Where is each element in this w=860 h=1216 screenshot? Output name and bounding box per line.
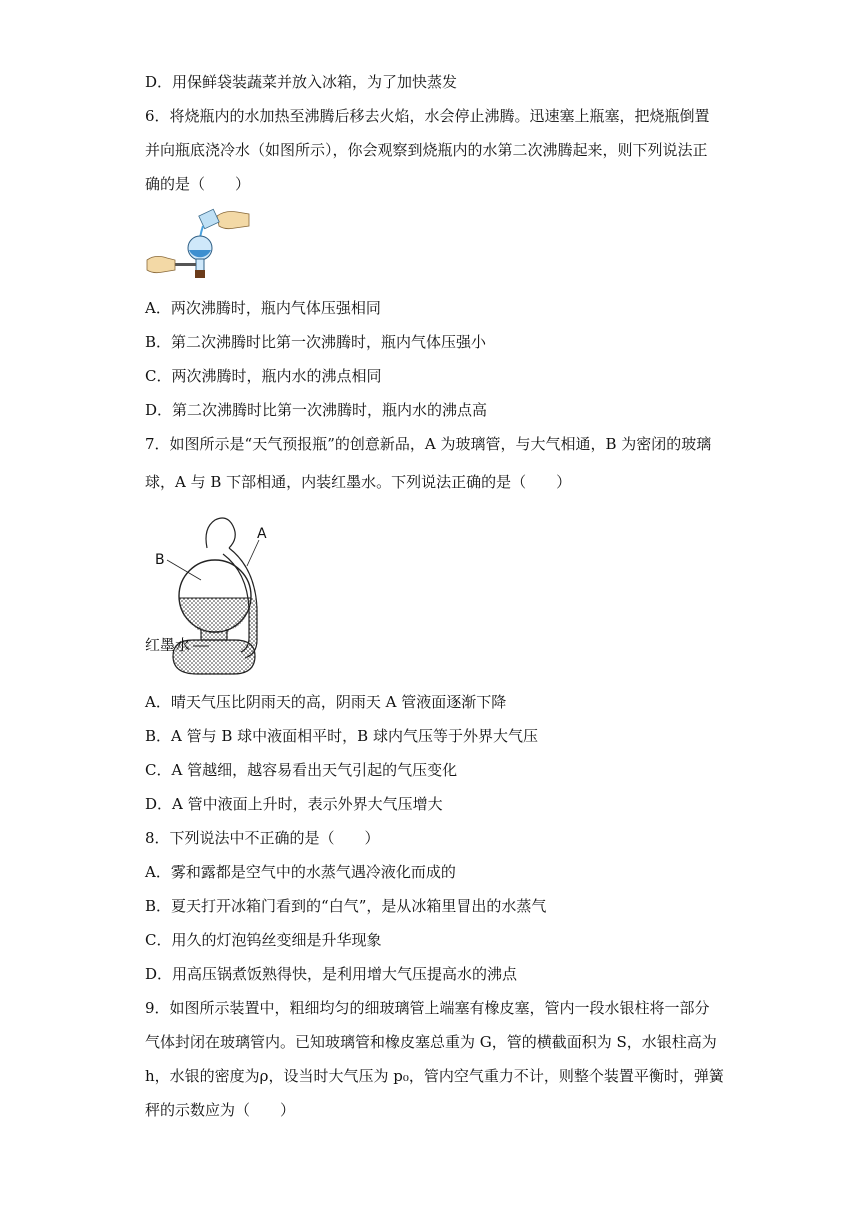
- q8-stem: 8．下列说法中不正确的是（ ）: [145, 829, 380, 847]
- q7-option-b: B．A 管与 B 球中液面相平时，B 球内气压等于外界大气压: [145, 727, 538, 745]
- q9-stem-line-2: 气体封闭在玻璃管内。已知玻璃管和橡皮塞总重为 G，管的横截面积为 S，水银柱高为: [145, 1033, 717, 1051]
- q8-option-d: D．用高压锅煮饭熟得快，是利用增大气压提高水的沸点: [145, 965, 518, 983]
- q7-stem-line-2: 球，A 与 B 下部相通，内装红墨水。下列说法正确的是（ ）: [145, 473, 572, 491]
- q8-option-a: A．雾和露都是空气中的水蒸气遇冷液化而成的: [145, 863, 456, 881]
- q7-option-c: C．A 管越细，越容易看出天气引起的气压变化: [145, 761, 458, 779]
- q6-option-c: C．两次沸腾时，瓶内水的沸点相同: [145, 367, 382, 385]
- label-a: A: [257, 526, 267, 542]
- label-b: B: [155, 552, 165, 568]
- q7-stem-line-1: 7．如图所示是“天气预报瓶”的创意新品，A 为玻璃管，与大气相通，B 为密闭的玻璃: [145, 435, 712, 453]
- q6-stem-line-1: 6．将烧瓶内的水加热至沸腾后移去火焰，水会停止沸腾。迅速塞上瓶塞，把烧瓶倒置: [145, 107, 710, 125]
- q9-stem-line-4: 秤的示数应为（ ）: [145, 1101, 296, 1119]
- label-red-ink: 红墨水: [145, 636, 191, 654]
- q8-option-b: B．夏天打开冰箱门看到的“白气”，是从冰箱里冒出的水蒸气: [145, 897, 547, 915]
- q7-option-a: A．晴天气压比阴雨天的高，阴雨天 A 管液面逐渐下降: [145, 693, 507, 711]
- q7-option-d: D．A 管中液面上升时，表示外界大气压增大: [145, 795, 443, 813]
- q9-stem-line-3: h，水银的密度为ρ，设当时大气压为 p₀，管内空气重力不计，则整个装置平衡时，弹簧: [145, 1067, 724, 1085]
- q6-option-a: A．两次沸腾时，瓶内气体压强相同: [145, 299, 381, 317]
- q9-stem-line-1: 9．如图所示装置中，粗细均匀的细玻璃管上端塞有橡皮塞，管内一段水银柱将一部分: [145, 999, 710, 1017]
- q8-option-c: C．用久的灯泡钨丝变细是升华现象: [145, 931, 382, 949]
- q5-option-d: D．用保鲜袋装蔬菜并放入冰箱，为了加快蒸发: [145, 73, 458, 91]
- weather-bottle-figure: [145, 508, 285, 680]
- q6-stem-line-3: 确的是（ ）: [145, 175, 251, 193]
- q6-option-b: B．第二次沸腾时比第一次沸腾时，瓶内气体压强小: [145, 333, 487, 351]
- flask-boiling-figure: [145, 208, 255, 288]
- q6-option-d: D．第二次沸腾时比第一次沸腾时，瓶内水的沸点高: [145, 401, 488, 419]
- q6-stem-line-2: 并向瓶底浇冷水（如图所示），你会观察到烧瓶内的水第二次沸腾起来，则下列说法正: [145, 141, 708, 159]
